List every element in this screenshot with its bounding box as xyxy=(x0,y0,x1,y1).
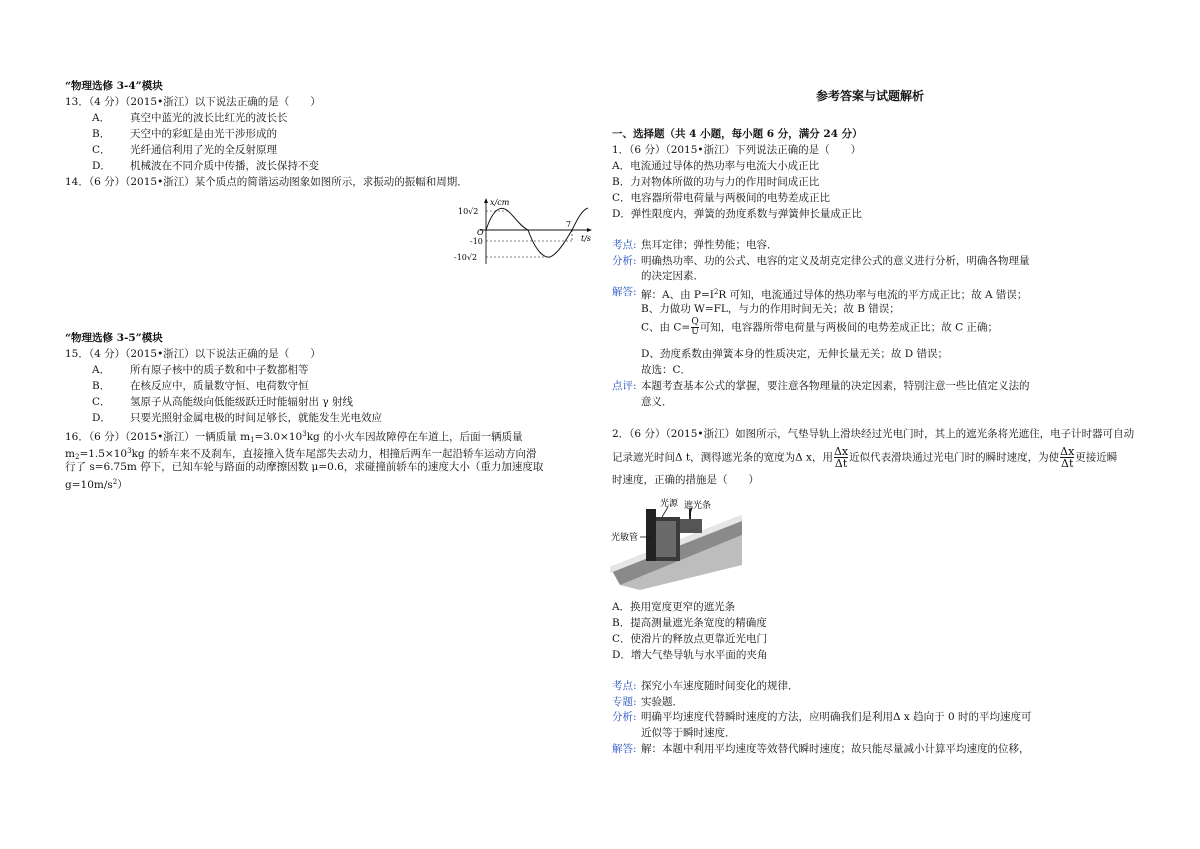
q2-option-d: D．增大气垫导轨与水平面的夹角 xyxy=(612,649,768,661)
answers-title: 参考答案与试题解析 xyxy=(815,89,924,103)
q2-fenxi-2: 近似等于瞬时速度． xyxy=(641,727,736,739)
q16-line-1: 16．（6 分）（2015•浙江）一辆质量 $m_1=3.0\times 10^3kg$ 的小火车因故障停在车道上，后面一辆质量 xyxy=(65,430,523,444)
q2-jieda-label: 解答: xyxy=(612,743,637,755)
graph-x-label: t/s xyxy=(581,234,592,243)
q13-option-b: 天空中的彩虹是由光干涉形成的 xyxy=(130,128,277,140)
q15-option-c-key: C． xyxy=(92,396,111,408)
graph-origin: O xyxy=(477,228,484,237)
q2-line-2: 记录遮光时间Δ t，测得遮光条的宽度为Δ x，用 $\frac{\Delta x}{\Delta t}$ 近似代表滑块通过光电门时的瞬时速度，为使 $\frac{\Delta x}{\Delta t}$ 更接近瞬 xyxy=(612,445,1118,470)
q2-fenxi-1: 明确平均速度代替瞬时速度的方法，应明确我们是利用Δ x 趋向于 0 时的平均速度可 xyxy=(641,711,1032,723)
q2-option-a: A．换用宽度更窄的遮光条 xyxy=(612,601,736,613)
q1-stem: 1．（6 分）（2015•浙江）下列说法正确的是（ ） xyxy=(612,144,862,156)
q1-jieda-label: 解答: xyxy=(612,286,637,298)
q2-airtrack-figure xyxy=(610,495,742,590)
q1-jieda-b: B、力做功 W=FL，与力的作用时间无关；故 B 错误； xyxy=(641,303,900,315)
q2-zhuanti: 实验题． xyxy=(641,696,683,708)
q1-jieda-a: 解：A、由 $P=I^2R$ 可知，电流通过导体的热功率与电流的平方成正比；故 A 错误； xyxy=(641,288,1028,301)
q16-line-3: 行了 s=6.75m 停下，已知车轮与路面的动摩擦因数 μ=0.6，求碰撞前轿车的速度大小（重力加速度取 xyxy=(65,461,544,473)
label-light-source: 光源 xyxy=(660,499,679,509)
q1-option-d: D．弹性限度内，弹簧的劲度系数与弹簧伸长量成正比 xyxy=(612,208,862,220)
q13-stem: 13．（4 分）（2015•浙江）以下说法正确的是（ ） xyxy=(65,96,321,108)
q1-option-b: B．力对物体所做的功与力的作用时间成正比 xyxy=(612,176,820,188)
q1-dianping-2: 意义． xyxy=(641,396,673,408)
graph-tick-7: 7 xyxy=(566,220,572,229)
dx-over-dt-fraction-1: $\frac{\Delta x}{\Delta t}$ xyxy=(833,445,849,470)
q13-option-d: 机械波在不同介质中传播，波长保持不变 xyxy=(130,160,319,172)
graph-tick-10sqrt2: 10√2 xyxy=(458,207,479,216)
q15-option-d: 只要光照射金属电极的时间足够长，就能发生光电效应 xyxy=(130,412,382,424)
q15-option-c: 氢原子从高能级向低能级跃迁时能辐射出 γ 射线 xyxy=(130,396,353,408)
q1-dianping-1: 本题考查基本公式的掌握，要注意各物理量的决定因素，特别注意一些比值定义法的 xyxy=(641,380,1030,392)
q2-option-c: C．使滑片的释放点更靠近光电门 xyxy=(612,633,768,645)
q15-option-a: 所有原子核中的质子数和中子数都相等 xyxy=(130,364,309,376)
q13-option-a: 真空中蓝光的波长比红光的波长长 xyxy=(130,112,288,124)
section-1-heading: 一、选择题（共 4 小题，每小题 6 分，满分 24 分） xyxy=(612,128,863,140)
q15-option-b: 在核反应中，质量数守恒、电荷数守恒 xyxy=(130,380,309,392)
q2-kaodian: 探究小车速度随时间变化的规律． xyxy=(641,680,799,692)
q15-stem: 15．（4 分）（2015•浙江）以下说法正确的是（ ） xyxy=(65,348,321,360)
q15-option-d-key: D． xyxy=(92,412,111,424)
q1-fenxi-1: 明确热功率、功的公式、电容的定义及胡克定律公式的意义进行分析，明确各物理量 xyxy=(641,255,1030,267)
q2-zhuanti-label: 专题: xyxy=(612,696,637,708)
q15-option-a-key: A． xyxy=(92,364,111,376)
q16-line-2: $m_2=1.5\times 10^3kg$ 的轿车来不及刹车，直接撞入货车尾部失去动力，相撞后两车一起沿轿车运动方向滑 xyxy=(65,447,537,461)
graph-y-label: x/cm xyxy=(490,198,510,207)
module-3-4-title: “物理选修 3-4”模块 xyxy=(65,80,163,92)
graph-tick-neg10: -10 xyxy=(470,237,483,246)
q14-vibration-graph xyxy=(450,196,600,268)
q1-kaodian-label: 考点: xyxy=(612,239,637,251)
q1-fenxi-label: 分析: xyxy=(612,255,637,267)
q2-line-1: 2．（6 分）（2015•浙江）如图所示，气垫导轨上滑块经过光电门时，其上的遮光条将光遮住，电子计时器可自动 xyxy=(612,428,1135,440)
q1-dianping-label: 点评: xyxy=(612,380,637,392)
q2-kaodian-label: 考点: xyxy=(612,680,637,692)
q13-option-c: 光纤通信利用了光的全反射原理 xyxy=(130,144,277,156)
q13-option-a-key: A． xyxy=(92,112,111,124)
q2-line-3: 时速度，正确的措施是（ ） xyxy=(612,474,759,486)
q2-option-b: B．提高测量遮光条宽度的精确度 xyxy=(612,617,767,629)
q1-kaodian: 焦耳定律；弹性势能；电容． xyxy=(641,239,778,251)
graph-tick-neg10sqrt2: -10√2 xyxy=(454,253,478,262)
q2-fenxi-label: 分析: xyxy=(612,711,637,723)
module-3-5-title: “物理选修 3-5”模块 xyxy=(65,332,163,344)
q-over-u-fraction: $\frac{Q}{U}$ xyxy=(691,317,699,337)
q2-jieda-1: 解：本题中利用平均速度等效替代瞬时速度；故只能尽量减小计算平均速度的位移， xyxy=(641,743,1030,755)
q14-stem: 14．（6 分）（2015•浙江）某个质点的简谐运动图象如图所示，求振动的振幅和周期． xyxy=(65,176,468,188)
q1-jieda-c: C、由 C= $\frac{Q}{U}$ 可知，电容器所带电荷量与两极间的电势差成正比；故 C 正确； xyxy=(641,317,999,337)
q13-option-d-key: D． xyxy=(92,160,111,172)
q1-option-c: C．电容器所带电荷量与两极间的电势差成正比 xyxy=(612,192,831,204)
label-photosensor: 光敏管 xyxy=(611,533,639,543)
q1-jieda-d: D、劲度系数由弹簧本身的性质决定，无伸长量无关；故 D 错误； xyxy=(641,348,949,360)
q13-option-c-key: C． xyxy=(92,144,111,156)
q1-answer: 故选：C． xyxy=(641,364,692,376)
q16-line-4: $g=10m/s^2$） xyxy=(65,478,128,491)
label-light-strip: 遮光条 xyxy=(684,501,712,511)
q13-option-b-key: B． xyxy=(92,128,111,140)
dx-over-dt-fraction-2: $\frac{\Delta x}{\Delta t}$ xyxy=(1060,445,1075,470)
q1-option-a: A．电流通过导体的热功率与电流大小成正比 xyxy=(612,160,820,172)
q1-fenxi-2: 的决定因素． xyxy=(641,270,704,282)
q15-option-b-key: B． xyxy=(92,380,111,392)
